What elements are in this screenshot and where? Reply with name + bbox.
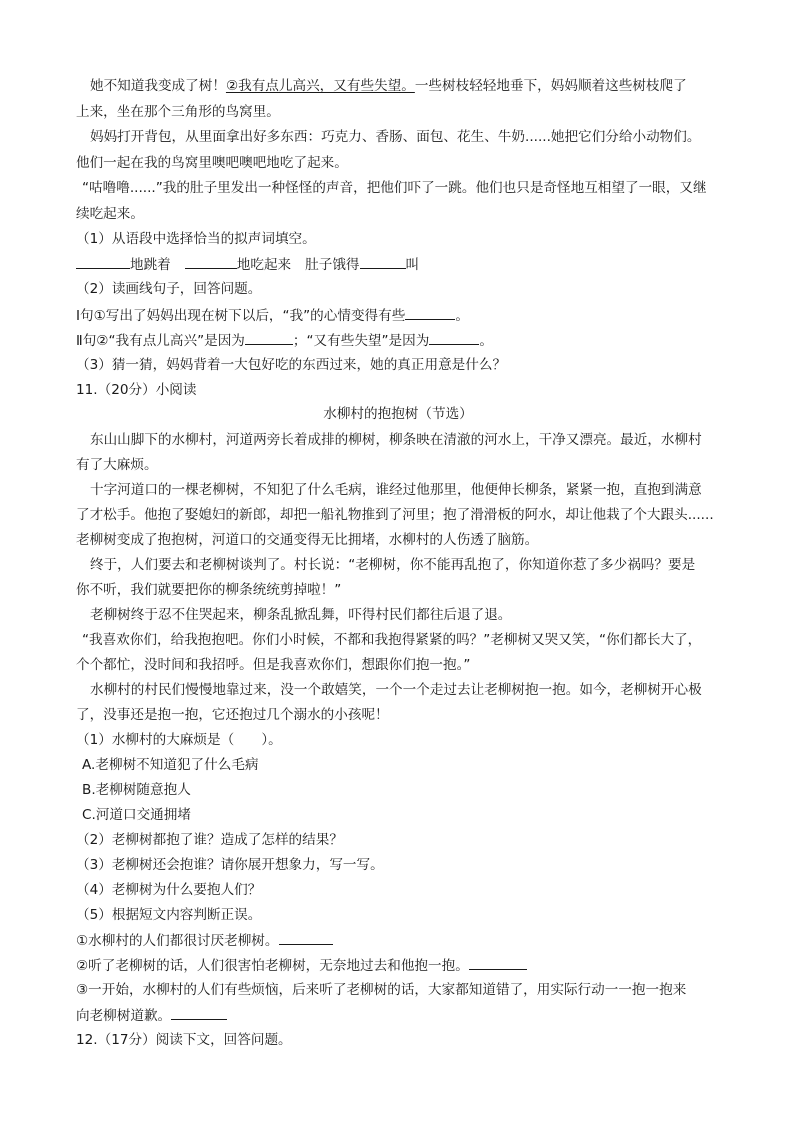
- question-11-1: （1）水柳村的大麻烦是（ ）。: [76, 732, 282, 748]
- question-11-3: （3）老柳树还会抱谁？请你展开想象力，写一写。: [76, 857, 384, 873]
- passage-line: 他们一起在我的鸟窝里噢吧噢吧地吃了起来。: [76, 155, 348, 171]
- judgement-text: ①水柳村的人们都很讨厌老柳树。: [76, 933, 279, 949]
- passage-line: 老柳树变成了抱抱树，河道口的交通变得无比拥堵，水柳村的人伤透了脑筋。: [76, 532, 539, 548]
- question-10-2: （2）读画线句子，回答问题。: [76, 281, 262, 297]
- question-text: Ⅰ句①写出了妈妈出现在树下以后，“我”的心情变得有些: [76, 308, 406, 324]
- judgement-2: [76, 955, 527, 976]
- blank-text: 地跳着: [130, 257, 171, 273]
- passage-line: 你不听，我们就要把你的柳条统统剪掉啦！”: [76, 582, 342, 598]
- blank-text: 肚子饿得: [305, 257, 360, 273]
- question-12-heading: 12.（17分）阅读下文，回答问题。: [76, 1032, 292, 1048]
- choice-option-b[interactable]: B.老柳树随意抱人: [82, 782, 191, 798]
- passage-line: 续吃起来。: [76, 206, 144, 222]
- question-10-1: （1）从语段中选择恰当的拟声词填空。: [76, 231, 316, 247]
- blank-text: 地吃起来: [236, 257, 292, 273]
- judgement-3: ③一开始，水柳村的人们有些烦恼，后来听了老柳树的话，大家都知道错了，用实际行动一一抱一抱来: [76, 982, 687, 998]
- passage-title: 水柳村的抱抱树（节选）: [323, 406, 473, 422]
- answer-blank[interactable]: [185, 254, 237, 269]
- passage-line: 东山山脚下的水柳村，河道两旁长着成排的柳树，柳条映在清澈的河水上，干净又漂亮。最近，水柳村: [90, 432, 702, 448]
- answer-blank[interactable]: [76, 254, 130, 269]
- passage-line: 有了大麻烦。: [76, 457, 158, 473]
- passage-line: 老柳树终于忍不住哭起来，柳条乱掀乱舞，吓得村民们都往后退了退。: [90, 607, 512, 623]
- answer-blank[interactable]: [469, 955, 527, 970]
- passage-line: 十字河道口的一棵老柳树，不知犯了什么毛病，谁经过他那里，他便伸长柳条，紧紧一抱，直抱到满意: [90, 482, 702, 498]
- passage-line: [90, 76, 687, 96]
- passage-line: “咕噜噜......”我的肚子里发出一种怪怪的声音，把他们吓了一跳。他们也只是奇怪地互相望了一眼，又继: [82, 180, 707, 196]
- judgement-1: [76, 930, 333, 951]
- judgement-text: ②听了老柳树的话，人们很害怕老柳树，无奈地过去和他抱一抱。: [76, 958, 469, 974]
- choice-option-c[interactable]: C.河道口交通拥堵: [82, 807, 191, 823]
- answer-blank[interactable]: [171, 1005, 227, 1020]
- question-11-2: （2）老柳树都抱了谁？造成了怎样的结果？: [76, 832, 343, 848]
- question-11-5: （5）根据短文内容判断正误。: [76, 907, 262, 923]
- blank-text: 叫: [405, 257, 420, 273]
- answer-blank[interactable]: [360, 254, 406, 269]
- fill-blank-row: [76, 254, 419, 275]
- answer-blank[interactable]: [279, 930, 333, 945]
- judgement-text: 向老柳树道歉。: [76, 1008, 172, 1024]
- passage-line: 妈妈打开背包，从里面拿出好多东西：巧克力、香肠、面包、花生、牛奶......她把它们分给小动物们。: [90, 129, 701, 145]
- question-11-heading: 11.（20分）小阅读: [76, 382, 197, 398]
- passage-line: 终于，人们要去和老柳树谈判了。村长说：“老柳树，你不能再乱抱了，你知道你惹了多少祸吗？要是: [90, 557, 696, 573]
- passage-line: 水柳村的村民们慢慢地靠过来，没一个敢嬉笑，一个一个走过去让老柳树抱一抱。如今，老柳树开心极: [90, 682, 702, 698]
- passage-line: 上来，坐在那个三角形的鸟窝里。: [76, 104, 280, 120]
- period: 。: [455, 308, 469, 324]
- question-text: Ⅱ句②“我有点儿高兴”是因为: [76, 333, 245, 349]
- answer-blank[interactable]: [245, 330, 293, 345]
- passage-line: 个个都忙，没时间和我招呼。但是我喜欢你们，想跟你们抱一抱。”: [76, 657, 471, 673]
- choice-option-a[interactable]: A.老柳树不知道犯了什么毛病: [82, 757, 259, 773]
- question-10-3: （3）猜一猜，妈妈背着一大包好吃的东西过来，她的真正用意是什么？: [76, 357, 507, 373]
- period: 。: [479, 333, 493, 349]
- passage-line: 了，没事还是抱一抱，它还抱过几个溺水的小孩呢！: [76, 707, 389, 723]
- passage-text: 她不知道我变成了树！: [90, 78, 226, 94]
- passage-line: 了才松手。他抱了娶媳妇的新郎，却把一船礼物推到了河里；抱了滑滑板的阿水，却让他栽了个大跟头......: [76, 507, 714, 523]
- passage-line: “我喜欢你们，给我抱抱吧。你们小时候，不都和我抱得紧紧的吗？”老柳树又哭又笑，“你们都长大了，: [82, 632, 702, 648]
- question-10-2-ii: [76, 330, 493, 351]
- underlined-sentence-2: ②我有点儿高兴，又有些失望。: [225, 78, 415, 94]
- question-10-2-i: [76, 305, 469, 326]
- question-text: ；“又有些失望”是因为: [292, 333, 430, 349]
- passage-text: 一些树枝轻轻地垂下，妈妈顺着这些树枝爬了: [414, 78, 687, 94]
- judgement-3-cont: [76, 1005, 227, 1026]
- answer-blank[interactable]: [429, 330, 479, 345]
- question-11-4: （4）老柳树为什么要抱人们？: [76, 882, 262, 898]
- answer-blank[interactable]: [405, 305, 455, 320]
